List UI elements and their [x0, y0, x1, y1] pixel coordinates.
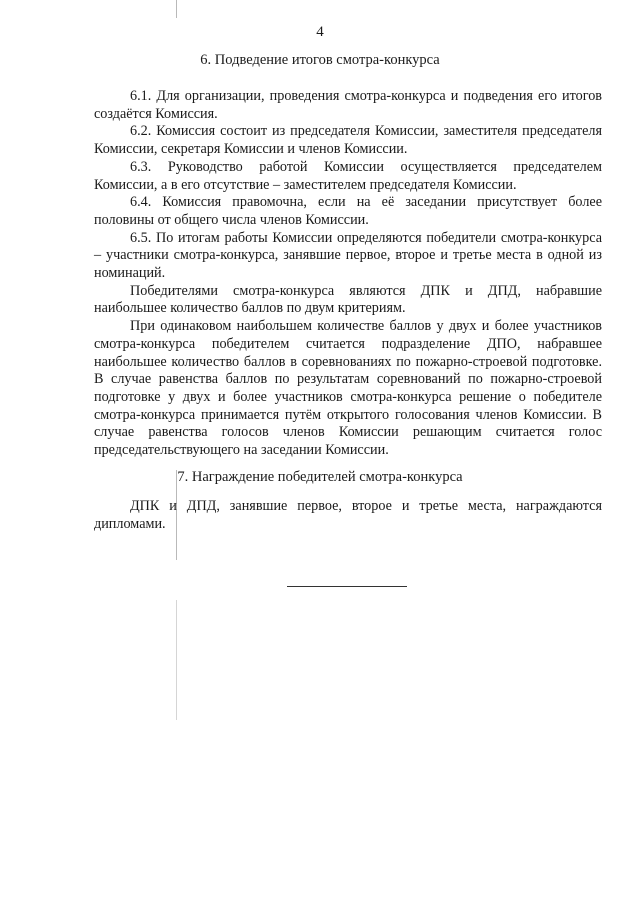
section-6-heading: 6. Подведение итогов смотра-конкурса — [200, 52, 440, 68]
paragraph-7-awards: ДПК и ДПД, занявшие первое, второе и третье места, награждаются дипломами. — [94, 498, 602, 532]
paragraph-6-1: 6.1. Для организации, проведения смотра-конкурса и подведения его итогов создаётся Комиссия. — [94, 88, 602, 122]
paragraph-winners: Победителями смотра-конкурса являются ДПК и ДПД, набравшие наибольшее количество баллов по двум критериям. — [94, 282, 602, 317]
paragraph-tie-break: При одинаковом наибольшем количестве баллов у двух и более участников смотра-конкурса победителем считается подразделение ДПО, набравшее наибольшее количество баллов в соревнованиях по пожарно-строевой подготовке. В случае равенства баллов по результатам соревнований по пожарно-строевой подготовке у двух и более участников смотра-конкурса решение о победителе смотра-конкурса принимается путём открытого голосования членов Комиссии. В случае равенства голосов членов Комиссии решающим считается голос председательствующего на заседании Комиссии. — [94, 318, 602, 459]
scan-artifact-line — [176, 0, 177, 18]
end-of-document-rule — [287, 586, 407, 587]
scan-artifact-line — [176, 600, 177, 720]
paragraph-6-5: 6.5. По итогам работы Комиссии определяются победители смотра-конкурса – участники смотра-конкурса, занявшие первое, второе и третье места в одной из номинаций. — [94, 229, 602, 282]
paragraph-6-3: 6.3. Руководство работой Комиссии осуществляется председателем Комиссии, а в его отсутствие – заместителем председателя Комиссии. — [94, 158, 602, 193]
paragraph-6-4: 6.4. Комиссия правомочна, если на её заседании присутствует более половины от общего числа членов Комиссии. — [94, 194, 602, 228]
paragraph-6-2: 6.2. Комиссия состоит из председателя Комиссии, заместителя председателя Комиссии, секретаря Комиссии и членов Комиссии. — [94, 123, 602, 158]
page-number: 4 — [316, 24, 324, 40]
section-6-body — [94, 88, 602, 460]
section-7-body — [94, 498, 602, 533]
section-7-heading: 7. Награждение победителей смотра-конкурса — [177, 469, 463, 485]
